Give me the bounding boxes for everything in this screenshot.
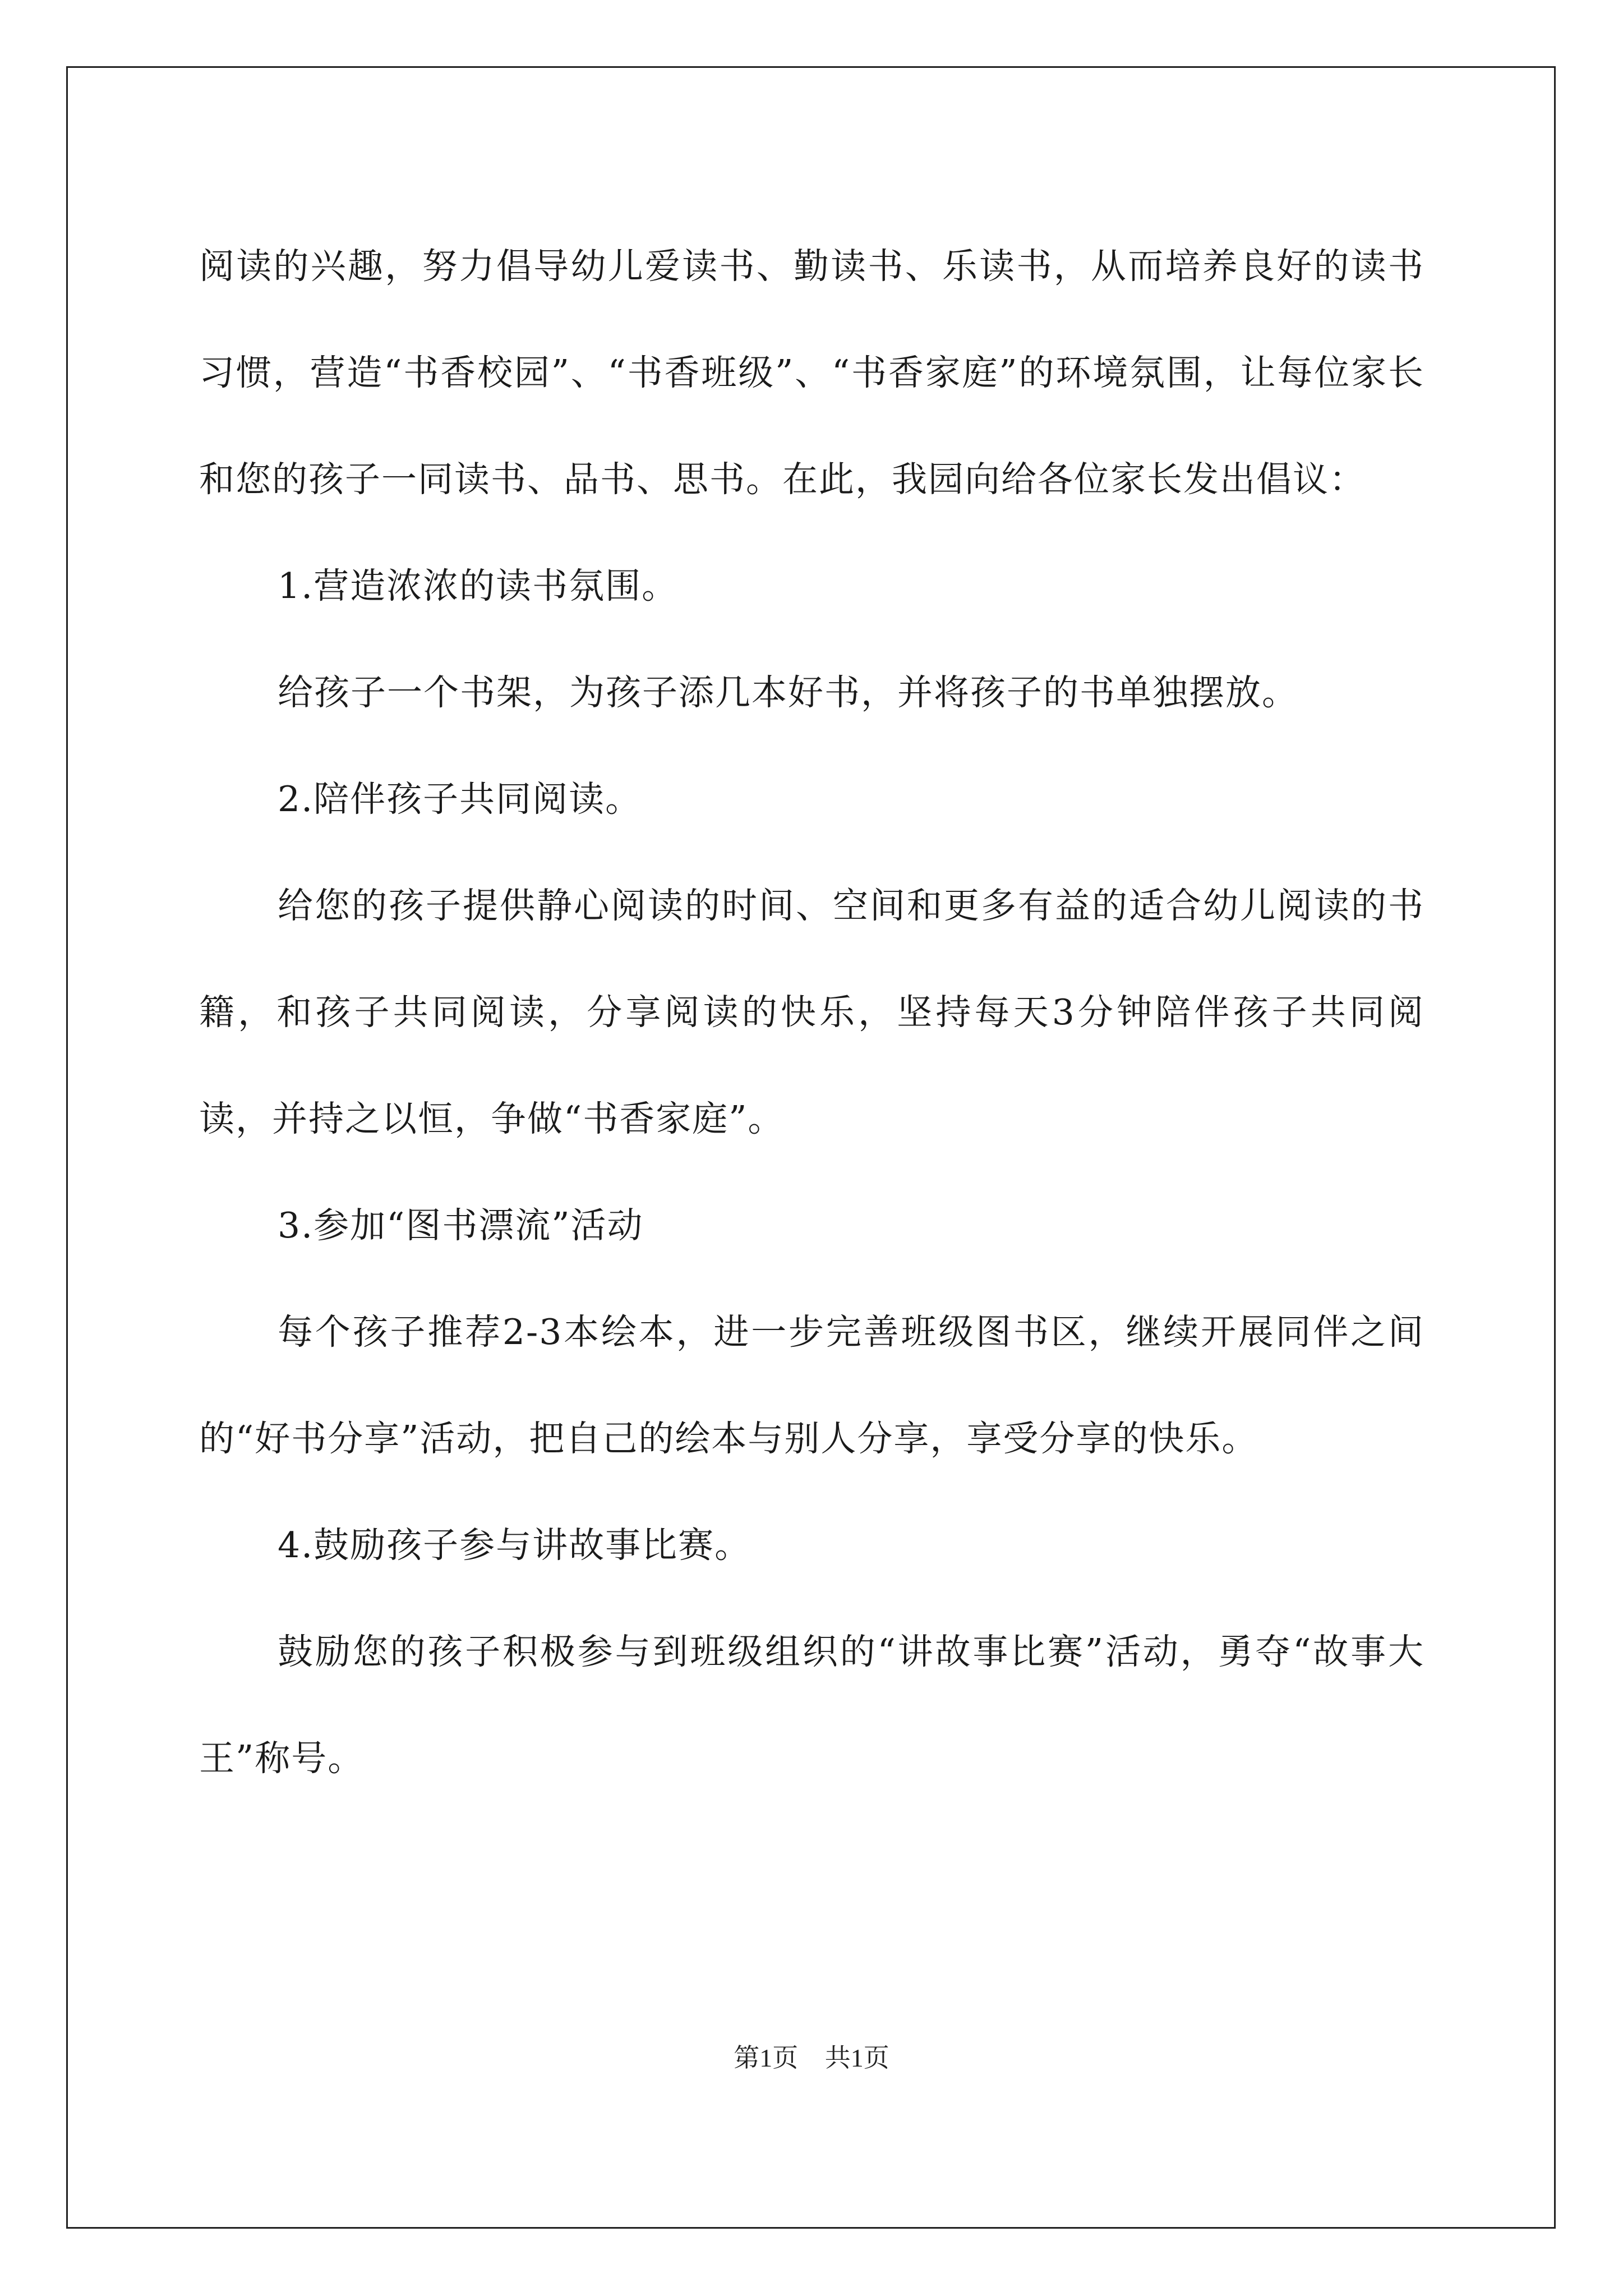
page-footer: [0, 2037, 1623, 2074]
item-body-4: 鼓励您的孩子积极参与到班级组织的“讲故事比赛”活动，勇夺“故事大王”称号。: [199, 1631, 1424, 1779]
page-number: 第1页: [734, 2044, 799, 2072]
page-total: 共1页: [824, 2044, 889, 2072]
paragraph-intro: 阅读的兴趣，努力倡导幼儿爱读书、勤读书、乐读书，从而培养良好的读书习惯，营造“书香校园”、“书香班级”、“书香家庭”的环境氛围，让每位家长和您的孩子一同读书、品书、思书。在此，我园向给各位家长发出倡议：: [199, 246, 1424, 500]
item-body-3: 每个孩子推荐2-3本绘本，进一步完善班级图书区，继续开展同伴之间的“好书分享”活动，把自己的绘本与别人分享，享受分享的快乐。: [199, 1312, 1424, 1459]
item-heading-1: 1.营造浓浓的读书氛围。: [278, 565, 679, 606]
item-body-1: 给孩子一个书架，为孩子添几本好书，并将孩子的书单独摆放。: [278, 672, 1298, 713]
item-body-2: 给您的孩子提供静心阅读的时间、空间和更多有益的适合幼儿阅读的书籍，和孩子共同阅读，分享阅读的快乐，坚持每天3分钟陪伴孩子共同阅读，并持之以恒，争做“书香家庭”。: [199, 885, 1424, 1139]
item-heading-3: 3.参加“图书漂流”活动: [278, 1205, 644, 1246]
item-heading-2: 2.陪伴孩子共同阅读。: [278, 779, 642, 820]
item-heading-4: 4.鼓励孩子参与讲故事比赛。: [278, 1525, 751, 1566]
document-body: [199, 213, 1424, 1812]
